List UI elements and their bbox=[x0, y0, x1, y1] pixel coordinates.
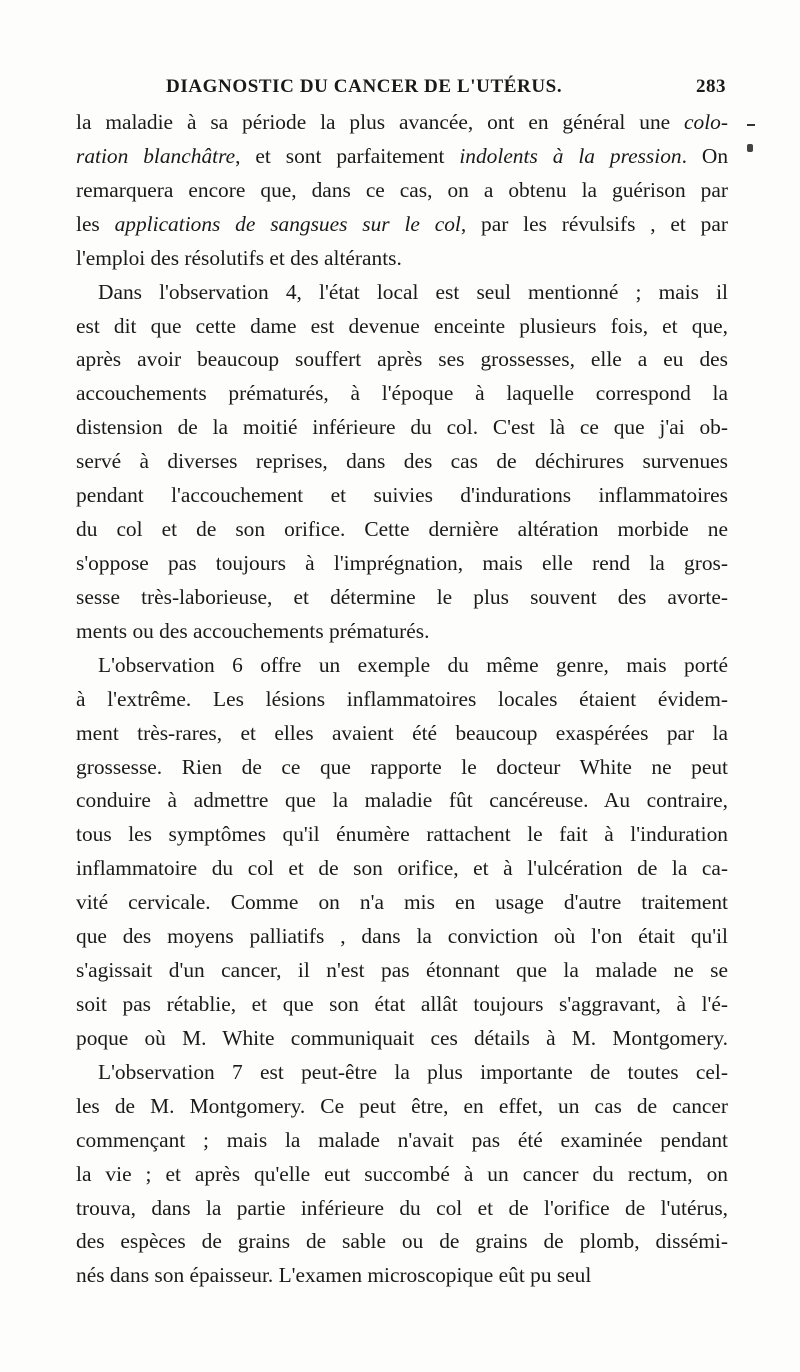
text-segment: les bbox=[76, 211, 115, 236]
text-line bbox=[76, 1225, 728, 1259]
text-line bbox=[76, 208, 728, 242]
text-segment: après avoir beaucoup souffert après ses grossesses, elle a eu des bbox=[76, 347, 728, 372]
text-line bbox=[76, 683, 728, 717]
body-text bbox=[76, 106, 728, 1293]
text-line bbox=[76, 276, 728, 310]
text-segment: grossesse. Rien de ce que rapporte le docteur White ne peut bbox=[76, 754, 728, 779]
text-segment: , par les révulsifs , et par bbox=[460, 211, 728, 236]
text-line bbox=[76, 343, 728, 377]
text-segment: tous les symptômes qu'il énumère rattachent le fait à l'induration bbox=[76, 822, 728, 847]
text-line bbox=[76, 1259, 728, 1293]
italic-segment: ration blanchâtre bbox=[76, 143, 236, 168]
text-line bbox=[76, 1158, 728, 1192]
text-segment: inflammatoire du col et de son orifice, et à l'ulcération de la ca- bbox=[76, 856, 728, 881]
text-segment: vité cervicale. Comme on n'a mis en usage d'autre traitement bbox=[76, 890, 728, 915]
text-segment: accouchements prématurés, à l'époque à laquelle correspond la bbox=[76, 381, 728, 406]
text-line bbox=[76, 547, 728, 581]
text-line bbox=[76, 106, 728, 140]
text-segment: Dans l'observation 4, l'état local est seul mentionné ; mais il bbox=[98, 279, 728, 304]
text-line bbox=[76, 615, 728, 649]
text-line bbox=[76, 717, 728, 751]
text-segment: la maladie à sa période la plus avancée, ont en général une bbox=[76, 110, 685, 134]
text-segment: soit pas rétablie, et que son état allât toujours s'aggravant, à l'é- bbox=[76, 991, 728, 1016]
text-line bbox=[76, 751, 728, 785]
text-segment: ments ou des accouchements prématurés. bbox=[76, 618, 430, 643]
text-segment: remarquera encore que, dans ce cas, on a obtenu la guérison par bbox=[76, 177, 728, 202]
text-line bbox=[76, 886, 728, 920]
text-line bbox=[76, 852, 728, 886]
margin-blot bbox=[747, 144, 753, 152]
text-line bbox=[76, 445, 728, 479]
margin-ink-mark bbox=[744, 116, 756, 160]
text-segment: les de M. Montgomery. Ce peut être, en effet, un cas de cancer bbox=[76, 1093, 728, 1118]
text-segment: nés dans son épaisseur. L'examen microscopique eût pu seul bbox=[76, 1263, 592, 1288]
text-segment: à l'extrême. Les lésions inflammatoires locales étaient évidem- bbox=[76, 686, 728, 711]
text-segment: poque où M. White communiquait ces détails à M. Montgomery. bbox=[76, 1025, 728, 1050]
text-line bbox=[76, 1090, 728, 1124]
text-line bbox=[76, 513, 728, 547]
text-segment: la vie ; et après qu'elle eut succombé à un cancer du rectum, on bbox=[76, 1161, 728, 1186]
text-segment: pendant l'accouchement et suivies d'indurations inflammatoires bbox=[76, 483, 728, 508]
text-segment: que des moyens palliatifs , dans la conviction où l'on était qu'il bbox=[76, 924, 728, 949]
text-segment: trouva, dans la partie inférieure du col et de l'orifice de l'utérus, bbox=[76, 1195, 728, 1220]
text-line bbox=[76, 377, 728, 411]
text-line bbox=[76, 174, 728, 208]
italic-segment: indolents à la pression bbox=[459, 143, 682, 168]
text-line bbox=[76, 242, 728, 276]
text-line bbox=[76, 1192, 728, 1226]
text-segment: est dit que cette dame est devenue enceinte plusieurs fois, et que, bbox=[76, 313, 728, 338]
text-line bbox=[76, 479, 728, 513]
text-line bbox=[76, 1124, 728, 1158]
text-line bbox=[76, 581, 728, 615]
text-line bbox=[76, 411, 728, 445]
text-segment: du col et de son orifice. Cette dernière altération morbide ne bbox=[76, 517, 728, 542]
text-segment: conduire à admettre que la maladie fût cancéreuse. Au contraire, bbox=[76, 788, 728, 813]
text-line bbox=[76, 310, 728, 344]
text-segment: L'observation 7 est peut-être la plus importante de toutes cel- bbox=[98, 1059, 728, 1084]
text-line bbox=[76, 1056, 728, 1090]
running-title: DIAGNOSTIC DU CANCER DE L'UTÉRUS. bbox=[166, 76, 563, 97]
margin-dash bbox=[747, 124, 755, 126]
page-header bbox=[166, 76, 726, 106]
text-segment: des espèces de grains de sable ou de grains de plomb, dissémi- bbox=[76, 1229, 728, 1254]
text-line bbox=[76, 784, 728, 818]
text-segment: , et sont parfaitement bbox=[235, 143, 460, 168]
italic-segment: applications de sangsues sur le col bbox=[114, 211, 461, 236]
text-segment: sesse très-laborieuse, et détermine le plus souvent des avorte- bbox=[76, 584, 728, 609]
text-segment: distension de la moitié inférieure du col. C'est là ce que j'ai ob- bbox=[76, 415, 728, 440]
page-number: 283 bbox=[696, 76, 726, 97]
text-segment: s'oppose pas toujours à l'imprégnation, mais elle rend la gros- bbox=[76, 550, 728, 575]
text-line bbox=[76, 920, 728, 954]
text-segment: s'agissait d'un cancer, il n'est pas étonnant que la malade ne se bbox=[76, 958, 728, 983]
text-line bbox=[76, 818, 728, 852]
text-segment: l'emploi des résolutifs et des altérants. bbox=[76, 245, 402, 270]
text-segment: servé à diverses reprises, dans des cas de déchirures survenues bbox=[76, 449, 728, 474]
text-line bbox=[76, 988, 728, 1022]
text-segment: . On bbox=[681, 143, 729, 168]
italic-segment: colo- bbox=[684, 110, 728, 134]
text-line bbox=[76, 649, 728, 683]
text-line bbox=[76, 1022, 728, 1056]
text-line bbox=[76, 140, 728, 174]
text-segment: ment très-rares, et elles avaient été beaucoup exaspérées par la bbox=[76, 720, 728, 745]
text-segment: commençant ; mais la malade n'avait pas été examinée pendant bbox=[76, 1127, 728, 1152]
text-line bbox=[76, 954, 728, 988]
text-segment: L'observation 6 offre un exemple du même genre, mais porté bbox=[98, 652, 728, 677]
